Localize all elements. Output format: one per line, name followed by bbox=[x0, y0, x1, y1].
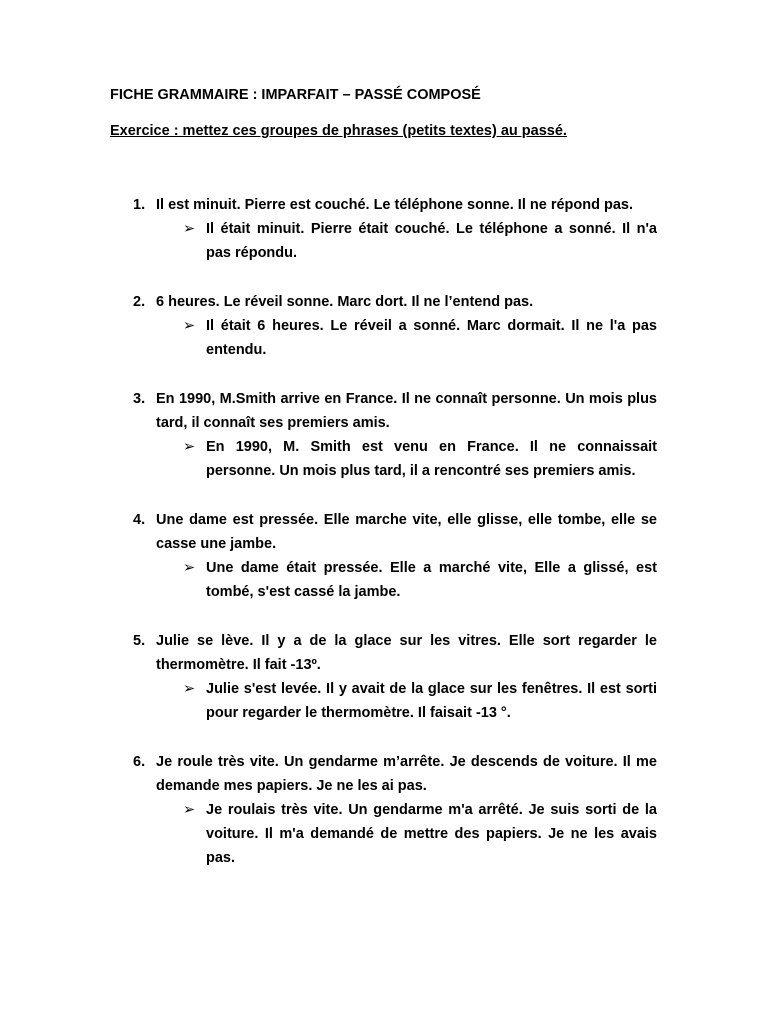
arrow-bullet-icon: ➢ bbox=[183, 560, 196, 576]
item-answer bbox=[0, 217, 768, 265]
item-answer bbox=[0, 314, 768, 362]
arrow-bullet-icon: ➢ bbox=[183, 439, 196, 455]
item-number: 4. bbox=[133, 512, 146, 528]
item-number: 5. bbox=[133, 633, 146, 649]
exercise-item-1 bbox=[0, 193, 768, 265]
item-sentence: Une dame est pressée. Elle marche vite, elle glisse, elle tombe, elle se casse une jambe. bbox=[156, 512, 657, 552]
arrow-bullet-icon: ➢ bbox=[183, 802, 196, 818]
answer-text: Une dame était pressée. Elle a marché vite, Elle a glissé, est tombé, s'est cassé la jambe. bbox=[206, 560, 657, 600]
exercise-list bbox=[0, 193, 768, 895]
item-number: 6. bbox=[133, 754, 146, 770]
item-sentence: Julie se lève. Il y a de la glace sur les vitres. Elle sort regarder le thermomètre. Il fait -13º. bbox=[156, 633, 657, 673]
item-number: 3. bbox=[133, 391, 146, 407]
exercise-item-2 bbox=[0, 290, 768, 362]
item-sentence: Je roule très vite. Un gendarme m’arrête. Je descends de voiture. Il me demande mes papiers. Je ne les ai pas. bbox=[156, 754, 657, 794]
exercise-item-5 bbox=[0, 629, 768, 725]
arrow-bullet-icon: ➢ bbox=[183, 318, 196, 334]
arrow-bullet-icon: ➢ bbox=[183, 681, 196, 697]
answer-text: Il était 6 heures. Le réveil a sonné. Marc dormait. Il ne l'a pas entendu. bbox=[206, 318, 657, 358]
item-answer bbox=[0, 556, 768, 604]
answer-text: Julie s'est levée. Il y avait de la glace sur les fenêtres. Il est sorti pour regarder le thermomètre. Il faisait -13 °. bbox=[206, 681, 657, 721]
arrow-bullet-icon: ➢ bbox=[183, 221, 196, 237]
answer-text: Je roulais très vite. Un gendarme m'a arrêté. Je suis sorti de la voiture. Il m'a demandé de mettre des papiers. Je ne les avais pas. bbox=[206, 802, 657, 866]
answer-text: Il était minuit. Pierre était couché. Le téléphone a sonné. Il n'a pas répondu. bbox=[206, 221, 657, 261]
exercise-item-4 bbox=[0, 508, 768, 604]
item-answer bbox=[0, 798, 768, 870]
item-answer bbox=[0, 677, 768, 725]
item-number: 2. bbox=[133, 294, 146, 310]
item-number: 1. bbox=[133, 197, 146, 213]
exercise-instruction: Exercice : mettez ces groupes de phrases (petits textes) au passé. bbox=[110, 123, 567, 139]
answer-text: En 1990, M. Smith est venu en France. Il ne connaissait personne. Un mois plus tard, il a rencontré ses premiers amis. bbox=[206, 439, 657, 479]
item-sentence: Il est minuit. Pierre est couché. Le téléphone sonne. Il ne répond pas. bbox=[156, 197, 633, 213]
page-title: FICHE GRAMMAIRE : IMPARFAIT – PASSÉ COMPOSÉ bbox=[110, 87, 481, 103]
item-sentence: En 1990, M.Smith arrive en France. Il ne connaît personne. Un mois plus tard, il connaît ses premiers amis. bbox=[156, 391, 657, 431]
exercise-item-6 bbox=[0, 750, 768, 870]
item-sentence: 6 heures. Le réveil sonne. Marc dort. Il ne l’entend pas. bbox=[156, 294, 534, 310]
exercise-item-3 bbox=[0, 387, 768, 483]
item-answer bbox=[0, 435, 768, 483]
